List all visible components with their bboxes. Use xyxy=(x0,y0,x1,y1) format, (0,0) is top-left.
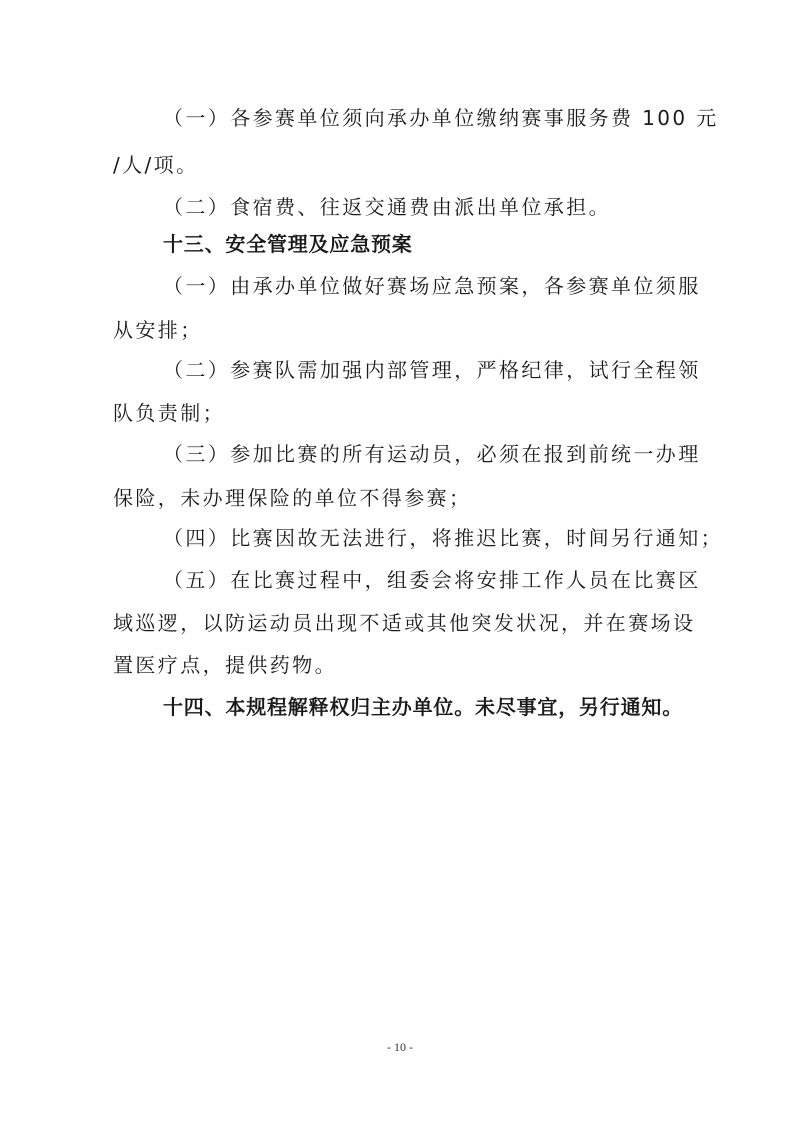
insurance-item-line-2: 保险，未办理保险的单位不得参赛； xyxy=(113,486,472,510)
fee-item-line-1: （一）各参赛单位须向承办单位缴纳赛事服务费 100 元 xyxy=(163,106,719,130)
section-14-heading: 十四、本规程解释权归主办单位。未尽事宜，另行通知。 xyxy=(163,695,683,719)
patrol-item-line-2: 域巡逻，以防运动员出现不适或其他突发状况，并在赛场设 xyxy=(113,611,696,635)
patrol-item-line-3: 置医疗点，提供药物。 xyxy=(113,653,337,677)
section-13-heading: 十三、安全管理及应急预案 xyxy=(163,232,413,256)
postpone-item: （四）比赛因故无法进行，将推迟比赛，时间另行通知； xyxy=(163,526,723,550)
patrol-item-line-1: （五）在比赛过程中，组委会将安排工作人员在比赛区 xyxy=(163,568,701,592)
accommodation-item: （二）食宿费、往返交通费由派出单位承担。 xyxy=(163,195,611,219)
emergency-item-line-2: 从安排； xyxy=(113,318,203,342)
fee-item-line-2: /人/项。 xyxy=(113,153,199,177)
emergency-item-line-1: （一）由承办单位做好赛场应急预案，各参赛单位须服 xyxy=(163,274,701,298)
management-item-line-1: （二）参赛队需加强内部管理，严格纪律，试行全程领 xyxy=(163,358,701,382)
insurance-item-line-1: （三）参加比赛的所有运动员，必须在报到前统一办理 xyxy=(163,442,701,466)
management-item-line-2: 队负责制； xyxy=(113,401,225,425)
page-number: - 10 - xyxy=(387,1040,413,1054)
